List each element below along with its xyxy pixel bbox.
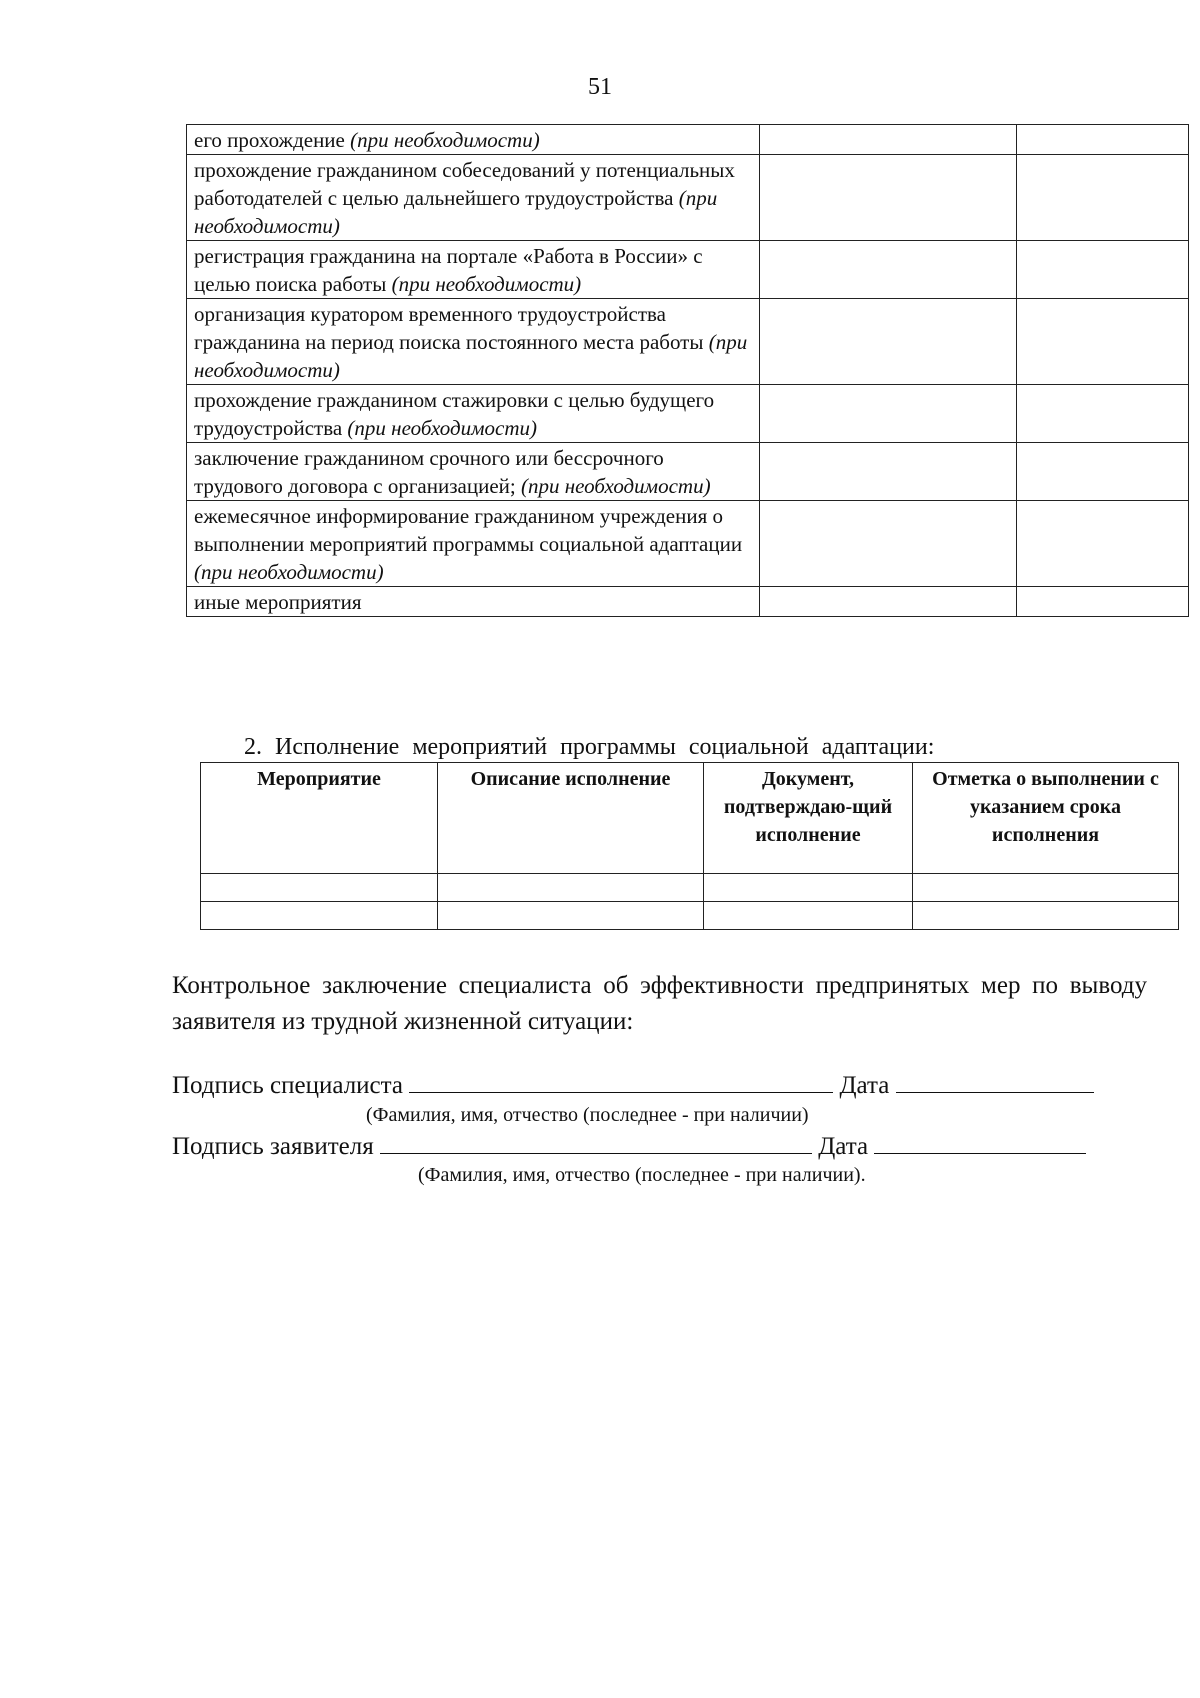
empty-cell[interactable]: [913, 902, 1179, 930]
execution-table: [200, 762, 1179, 930]
activity-cell: [187, 125, 760, 155]
activity-text: ежемесячное информирование гражданином учреждения о выполнении мероприятий программы социальной адаптации: [194, 504, 743, 556]
column-header: Документ, подтверждаю-щий исполнение: [704, 763, 913, 874]
activity-cell: [187, 155, 760, 241]
activity-note: (при необходимости): [350, 128, 540, 152]
activity-text: прохождение гражданином стажировки с целью будущего трудоустройства: [194, 388, 715, 440]
applicant-signature-line: [172, 1129, 1147, 1161]
empty-cell[interactable]: [1017, 385, 1189, 443]
table-row: [187, 501, 1189, 587]
applicant-signature-field[interactable]: [380, 1129, 812, 1154]
table-row: [187, 155, 1189, 241]
table-row: [201, 874, 1179, 902]
activity-text: прохождение гражданином собеседований у потенциальных работодателей с целью дальнейшего трудоустройства: [194, 158, 735, 210]
empty-cell[interactable]: [201, 902, 438, 930]
empty-cell[interactable]: [760, 241, 1017, 299]
empty-cell[interactable]: [1017, 241, 1189, 299]
specialist-signature-field[interactable]: [409, 1068, 833, 1093]
column-header: Отметка о выполнении с указанием срока исполнения: [913, 763, 1179, 874]
activity-cell: [187, 299, 760, 385]
table-row: [201, 902, 1179, 930]
empty-cell[interactable]: [1017, 443, 1189, 501]
activity-note: (при необходимости): [520, 474, 711, 498]
empty-cell[interactable]: [1017, 155, 1189, 241]
activity-note: (при необходимости): [194, 186, 718, 238]
activity-text: регистрация гражданина на портале «Работа в России» с целью поиска работы: [194, 244, 703, 296]
date-label: Дата: [818, 1133, 869, 1160]
empty-cell[interactable]: [760, 125, 1017, 155]
activities-table: [186, 124, 1189, 617]
applicant-date-field[interactable]: [874, 1129, 1086, 1154]
page-number: 51: [588, 74, 612, 100]
activity-cell: [187, 385, 760, 443]
signature-label: Подпись специалиста: [172, 1072, 403, 1099]
activity-text: заключение гражданином срочного или бессрочного трудового договора с организацией;: [194, 446, 664, 498]
empty-cell[interactable]: [760, 385, 1017, 443]
activity-note: (при необходимости): [347, 416, 538, 440]
empty-cell[interactable]: [704, 902, 913, 930]
activity-cell: [187, 501, 760, 587]
empty-cell[interactable]: [1017, 125, 1189, 155]
specialist-date-field[interactable]: [896, 1068, 1094, 1093]
signature-hint: (Фамилия, имя, отчество (последнее - при наличии): [366, 1104, 809, 1126]
date-label: Дата: [839, 1072, 890, 1099]
table-header-row: [201, 763, 1179, 874]
activity-cell: [187, 587, 760, 617]
empty-cell[interactable]: [760, 155, 1017, 241]
signature-label: Подпись заявителя: [172, 1133, 374, 1160]
table-row: [187, 241, 1189, 299]
activity-note: (при необходимости): [391, 272, 582, 296]
activity-cell: [187, 241, 760, 299]
table-row: [187, 385, 1189, 443]
empty-cell[interactable]: [1017, 587, 1189, 617]
empty-cell[interactable]: [760, 587, 1017, 617]
empty-cell[interactable]: [1017, 501, 1189, 587]
activity-text: иные мероприятия: [194, 590, 362, 614]
table-row: [187, 443, 1189, 501]
empty-cell[interactable]: [760, 443, 1017, 501]
section-heading: 2. Исполнение мероприятий программы социальной адаптации:: [244, 734, 935, 760]
activity-note: (при необходимости): [194, 560, 384, 584]
empty-cell[interactable]: [760, 501, 1017, 587]
table-row: [187, 125, 1189, 155]
empty-cell[interactable]: [1017, 299, 1189, 385]
empty-cell[interactable]: [704, 874, 913, 902]
specialist-signature-line: [172, 1068, 1147, 1100]
column-header: Описание исполнение: [438, 763, 704, 874]
specialist-conclusion: Контрольное заключение специалиста об эффективности предпринятых мер по выводу заявителя из трудной жизненной ситуации:: [172, 972, 1147, 1035]
activity-cell: [187, 443, 760, 501]
empty-cell[interactable]: [438, 874, 704, 902]
empty-cell[interactable]: [913, 874, 1179, 902]
empty-cell[interactable]: [760, 299, 1017, 385]
activity-note: (при необходимости): [194, 330, 748, 382]
activity-text: организация куратором временного трудоустройства гражданина на период поиска постоянного места работы: [194, 302, 709, 354]
table-row: [187, 587, 1189, 617]
activity-text: его прохождение: [194, 128, 351, 152]
table-row: [187, 299, 1189, 385]
column-header: Мероприятие: [201, 763, 438, 874]
signature-hint: (Фамилия, имя, отчество (последнее - при наличии).: [418, 1164, 866, 1186]
empty-cell[interactable]: [201, 874, 438, 902]
empty-cell[interactable]: [438, 902, 704, 930]
